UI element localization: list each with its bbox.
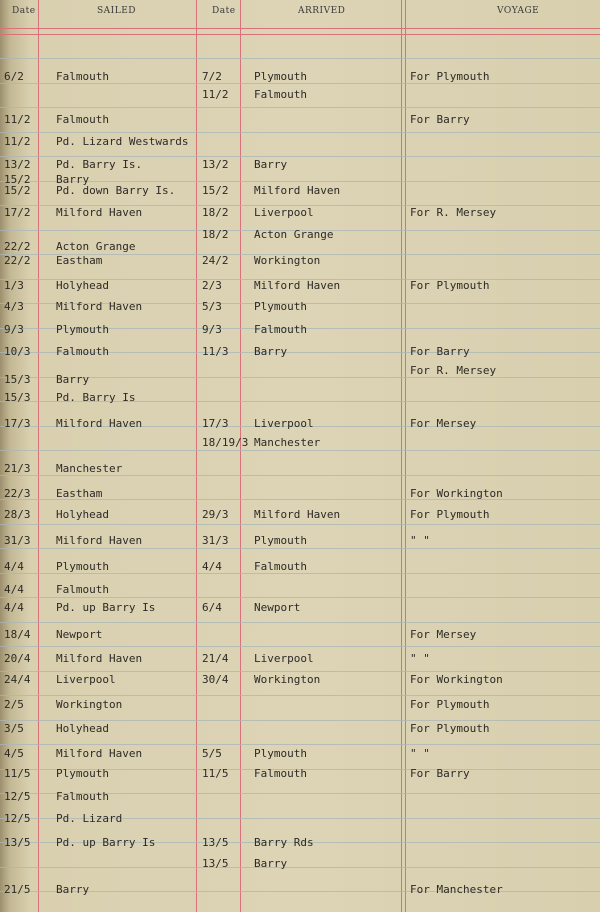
sailed-date: 4/4 <box>4 601 24 614</box>
sailed-place: Falmouth <box>56 345 109 358</box>
arrived-date: 15/2 <box>202 184 229 197</box>
log-entry-row <box>0 560 600 576</box>
log-entry-row <box>0 812 600 828</box>
sailed-place: Pd. Barry Is <box>56 391 136 404</box>
log-entry-row <box>0 436 600 452</box>
arrived-place: Workington <box>254 673 321 686</box>
arrived-date: 13/5 <box>202 857 229 870</box>
sailed-date: 28/3 <box>4 508 31 521</box>
log-entry-row <box>0 323 600 339</box>
sailed-date: 11/5 <box>4 767 31 780</box>
log-entry-row <box>0 767 600 783</box>
log-entry-row <box>0 583 600 599</box>
arrived-place: Barry Rds <box>254 836 314 849</box>
log-entry-row <box>0 391 600 407</box>
sailed-place: Manchester <box>56 462 123 475</box>
sailed-place: Plymouth <box>56 560 109 573</box>
date-sailed-header: Date <box>12 6 36 16</box>
sailed-date: 6/2 <box>4 70 24 83</box>
log-entry-row <box>0 836 600 852</box>
sailed-place: Milford Haven <box>56 417 143 430</box>
sailed-place: Milford Haven <box>56 300 143 313</box>
sailed-place: Holyhead <box>56 722 109 735</box>
sailed-place: Pd. Lizard <box>56 812 123 825</box>
sailed-date: 17/2 <box>4 206 31 219</box>
sailed-date: 12/5 <box>4 812 31 825</box>
arrived-date: 30/4 <box>202 673 229 686</box>
ruled-line <box>0 156 600 157</box>
ruled-line <box>0 646 600 647</box>
sailed-place: Eastham <box>56 487 103 500</box>
sailed-place: Pd. Barry Is. <box>56 158 143 171</box>
ruled-line <box>0 107 600 108</box>
ruled-line <box>0 524 600 525</box>
arrived-place: Milford Haven <box>254 279 341 292</box>
voyage-note: For Plymouth <box>410 508 490 521</box>
sailed-place: Holyhead <box>56 508 109 521</box>
sailed-place: Falmouth <box>56 113 109 126</box>
voyage-note: For Mersey <box>410 417 477 430</box>
sailed-date: 31/3 <box>4 534 31 547</box>
sailed-date: 9/3 <box>4 323 24 336</box>
voyage-note: For R. Mersey <box>410 364 497 377</box>
sailed-date: 3/5 <box>4 722 24 735</box>
arrived-date: 11/5 <box>202 767 229 780</box>
sailed-place: Barry <box>56 173 90 186</box>
sailed-date: 10/3 <box>4 345 31 358</box>
sailed-place: Newport <box>56 628 103 641</box>
sailed-place: Acton Grange <box>56 240 136 253</box>
log-entry-row <box>0 698 600 714</box>
log-entry-row <box>0 883 600 899</box>
ruled-line <box>0 58 600 59</box>
sailed-place: Milford Haven <box>56 206 143 219</box>
log-entry-row <box>0 373 600 389</box>
arrived-date: 21/4 <box>202 652 229 665</box>
voyage-note: " " <box>410 747 430 760</box>
sailed-place: Pd. up Barry Is <box>56 601 156 614</box>
sailed-date: 22/2 <box>4 254 31 267</box>
ruled-line <box>0 622 600 623</box>
log-entry-row <box>0 113 600 129</box>
sailed-date: 24/4 <box>4 673 31 686</box>
sailed-date: 15/3 <box>4 373 31 386</box>
sailed-date: 21/5 <box>4 883 31 896</box>
log-entry-row <box>0 652 600 668</box>
sailed-date: 13/5 <box>4 836 31 849</box>
voyage-note: For Mersey <box>410 628 477 641</box>
arrived-date: 29/3 <box>202 508 229 521</box>
arrived-place: Plymouth <box>254 534 307 547</box>
log-entry-row <box>0 345 600 361</box>
voyage-note: For Barry <box>410 113 470 126</box>
arrived-place: Milford Haven <box>254 184 341 197</box>
arrived-date: 24/2 <box>202 254 229 267</box>
sailed-place: Plymouth <box>56 323 109 336</box>
log-entry-row <box>0 534 600 550</box>
sailed-date: 11/2 <box>4 135 31 148</box>
voyage-note: For Workington <box>410 673 503 686</box>
sailed-place: Falmouth <box>56 583 109 596</box>
log-entry-row <box>0 508 600 524</box>
arrived-place: Plymouth <box>254 70 307 83</box>
arrived-date: 2/3 <box>202 279 222 292</box>
ruled-line <box>0 695 600 696</box>
sailed-date: 4/3 <box>4 300 24 313</box>
log-entry-row <box>0 300 600 316</box>
log-entry-row <box>0 184 600 200</box>
log-entry-row <box>0 88 600 104</box>
arrived-date: 11/2 <box>202 88 229 101</box>
sailed-place: Milford Haven <box>56 534 143 547</box>
log-entry-row <box>0 206 600 222</box>
sailed-place: Plymouth <box>56 767 109 780</box>
sailed-date: 15/3 <box>4 391 31 404</box>
sailed-date: 11/2 <box>4 113 31 126</box>
arrived-date: 31/3 <box>202 534 229 547</box>
arrived-place: Milford Haven <box>254 508 341 521</box>
arrived-date: 6/4 <box>202 601 222 614</box>
arrived-place: Falmouth <box>254 560 307 573</box>
sailed-date: 4/4 <box>4 583 24 596</box>
arrived-place: Plymouth <box>254 747 307 760</box>
arrived-place: Workington <box>254 254 321 267</box>
voyage-note: " " <box>410 652 430 665</box>
arrived-date: 5/5 <box>202 747 222 760</box>
log-entry-row <box>0 462 600 478</box>
sailed-date: 2/5 <box>4 698 24 711</box>
log-entry-row <box>0 254 600 270</box>
ruled-line <box>0 720 600 721</box>
arrived-place: Falmouth <box>254 323 307 336</box>
log-entry-row <box>0 487 600 503</box>
voyage-note: For R. Mersey <box>410 206 497 219</box>
arrived-place: Newport <box>254 601 301 614</box>
sailed-date: 18/4 <box>4 628 31 641</box>
voyage-note: For Plymouth <box>410 70 490 83</box>
sailed-place: Workington <box>56 698 123 711</box>
arrived-place: Falmouth <box>254 88 307 101</box>
arrived-date: 13/2 <box>202 158 229 171</box>
sailed-place: Barry <box>56 883 90 896</box>
log-entry-row <box>0 135 600 151</box>
arrived-place: Plymouth <box>254 300 307 313</box>
sailed-place: Pd. down Barry Is. <box>56 184 176 197</box>
sailed-place: Barry <box>56 373 90 386</box>
log-entry-row <box>0 790 600 806</box>
arrived-place: Barry <box>254 857 288 870</box>
voyage-note: For Manchester <box>410 883 503 896</box>
sailed-date: 15/2 <box>4 184 31 197</box>
sailed-date: 15/2 <box>4 173 31 186</box>
sailed-place: Pd. Lizard Westwards <box>56 135 189 148</box>
voyage-note: For Plymouth <box>410 698 490 711</box>
arrived-place: Manchester <box>254 436 321 449</box>
voyage-note: For Plymouth <box>410 279 490 292</box>
log-entry-row <box>0 601 600 617</box>
sailed-header: SAILED <box>97 6 136 16</box>
arrived-date: 4/4 <box>202 560 222 573</box>
sailed-date: 22/3 <box>4 487 31 500</box>
sailed-date: 20/4 <box>4 652 31 665</box>
arrived-date: 18/2 <box>202 228 229 241</box>
ruled-line <box>0 671 600 672</box>
sailed-place: Eastham <box>56 254 103 267</box>
sailed-place: Holyhead <box>56 279 109 292</box>
arrived-place: Acton Grange <box>254 228 334 241</box>
sailed-date: 1/3 <box>4 279 24 292</box>
log-entry-row <box>0 417 600 433</box>
arrived-date: 5/3 <box>202 300 222 313</box>
arrived-place: Barry <box>254 345 288 358</box>
ruled-line <box>0 744 600 745</box>
arrived-date: 18/2 <box>202 206 229 219</box>
voyage-note: For Workington <box>410 487 503 500</box>
log-entry-row <box>0 628 600 644</box>
arrived-date: 9/3 <box>202 323 222 336</box>
log-entry-row <box>0 70 600 86</box>
arrived-date: 18/19/3 <box>202 436 249 449</box>
arrived-date: 7/2 <box>202 70 222 83</box>
arrived-date: 17/3 <box>202 417 229 430</box>
sailed-place: Falmouth <box>56 70 109 83</box>
sailed-date: 22/2 <box>4 240 31 253</box>
log-entry-row <box>0 747 600 763</box>
header-rule-1 <box>0 28 600 29</box>
voyage-note: " " <box>410 534 430 547</box>
voyage-note: For Barry <box>410 767 470 780</box>
sailed-place: Falmouth <box>56 790 109 803</box>
log-entry-row <box>0 673 600 689</box>
arrived-place: Falmouth <box>254 767 307 780</box>
log-entry-row <box>0 722 600 738</box>
arrived-date: 11/3 <box>202 345 229 358</box>
arrived-place: Liverpool <box>254 652 314 665</box>
sailed-date: 17/3 <box>4 417 31 430</box>
sailed-date: 4/4 <box>4 560 24 573</box>
arrived-place: Barry <box>254 158 288 171</box>
arrived-place: Liverpool <box>254 206 314 219</box>
log-entry-row <box>0 158 600 174</box>
date-arrived-header: Date <box>212 6 236 16</box>
sailed-place: Milford Haven <box>56 652 143 665</box>
sailed-date: 21/3 <box>4 462 31 475</box>
sailed-date: 12/5 <box>4 790 31 803</box>
voyage-note: For Plymouth <box>410 722 490 735</box>
sailed-date: 13/2 <box>4 158 31 171</box>
sailed-place: Milford Haven <box>56 747 143 760</box>
sailed-place: Pd. up Barry Is <box>56 836 156 849</box>
arrived-header: ARRIVED <box>298 6 346 16</box>
log-entry-row <box>0 857 600 873</box>
sailed-place: Liverpool <box>56 673 116 686</box>
header-rule-2 <box>0 34 600 35</box>
sailed-date: 4/5 <box>4 747 24 760</box>
ruled-line <box>0 132 600 133</box>
log-entry-row <box>0 279 600 295</box>
arrived-date: 13/5 <box>202 836 229 849</box>
arrived-place: Liverpool <box>254 417 314 430</box>
voyage-note: For Barry <box>410 345 470 358</box>
voyage-header: VOYAGE <box>497 6 540 16</box>
